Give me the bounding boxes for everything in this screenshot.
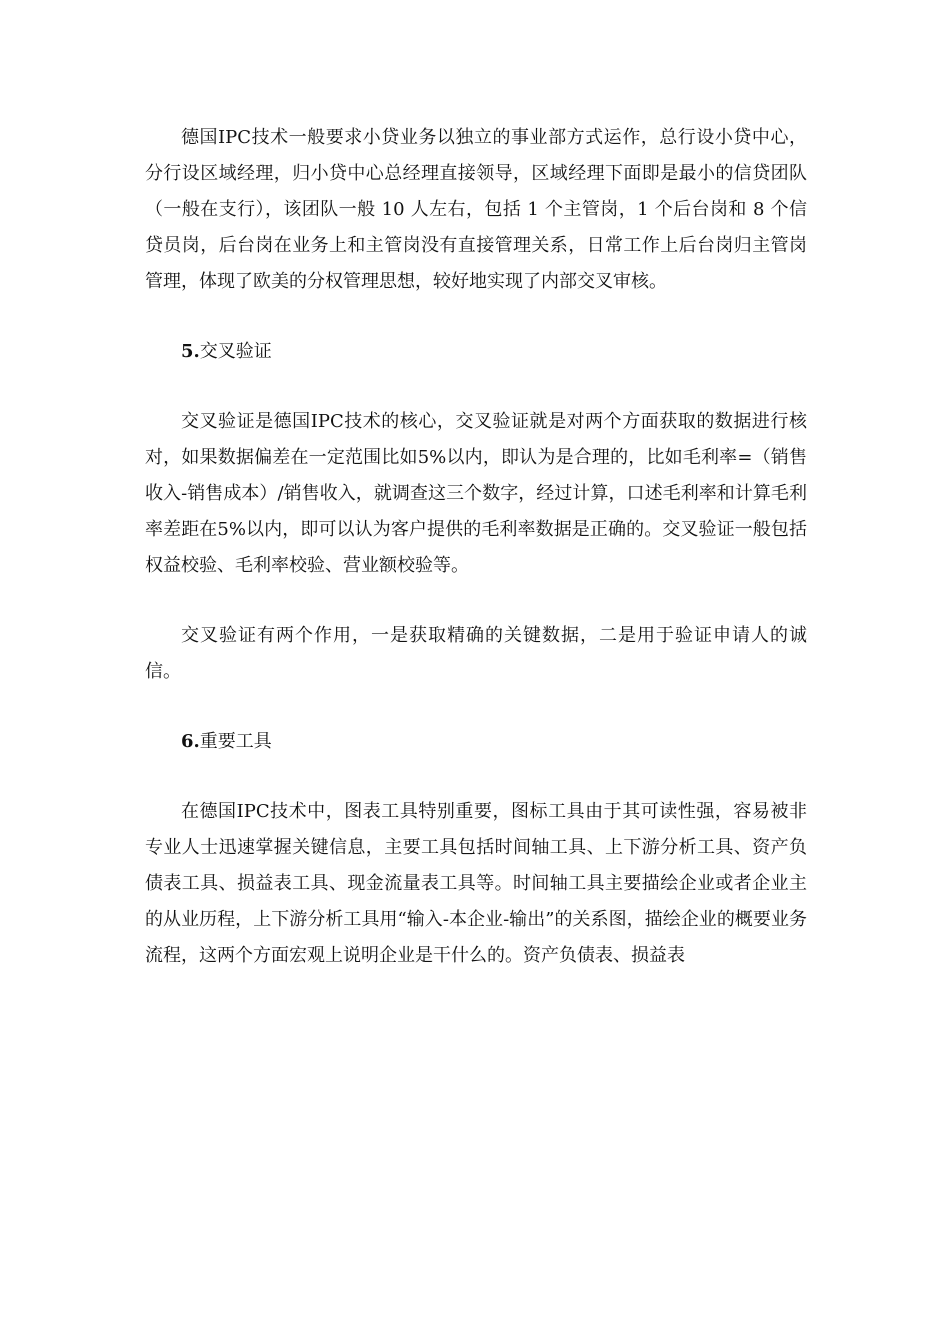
section-number: 5. [181, 341, 200, 362]
section-title: 交叉验证 [199, 341, 272, 362]
section-number: 6. [181, 731, 200, 752]
paragraph-cross-validation-purpose: 交叉验证有两个作用，一是获取精确的关键数据，二是用于验证申请人的诚信。 [145, 625, 807, 682]
paragraph-ipc-structure: 德国IPC技术一般要求小贷业务以独立的事业部方式运作，总行设小贷中心，分行设区域经理，归小贷中心总经理直接领导，区域经理下面即是最小的信贷团队（一般在支行），该团队一般 10 人左右，包括 1 个主管岗，1 个后台岗和 8 个信贷员岗，后台岗在业务上和主管岗没有直接管理关系，日常工作上后台岗归主管岗管理，体现了欧美的分权管理思想，较好地实现了内部交叉审核。 [145, 127, 807, 292]
section-heading-important-tools [145, 724, 807, 760]
section-title: 重要工具 [199, 731, 272, 752]
section-heading-cross-validation [145, 334, 807, 370]
paragraph-important-tools: 在德国IPC技术中，图表工具特别重要，图标工具由于其可读性强，容易被非专业人士迅速掌握关键信息，主要工具包括时间轴工具、上下游分析工具、资产负债表工具、损益表工具、现金流量表工具等。时间轴工具主要描绘企业或者企业主的从业历程，上下游分析工具用“输入-本企业-输出”的关系图，描绘企业的概要业务流程，这两个方面宏观上说明企业是干什么的。资产负债表、损益表 [145, 801, 807, 966]
paragraph-cross-validation-definition: 交叉验证是德国IPC技术的核心，交叉验证就是对两个方面获取的数据进行核对，如果数据偏差在一定范围比如5%以内，即认为是合理的，比如毛利率=（销售收入-销售成本）/销售收入，就调查这三个数字，经过计算，口述毛利率和计算毛利率差距在5%以内，即可以认为客户提供的毛利率数据是正确的。交叉验证一般包括权益校验、毛利率校验、营业额校验等。 [145, 411, 807, 576]
document-page [145, 120, 807, 974]
